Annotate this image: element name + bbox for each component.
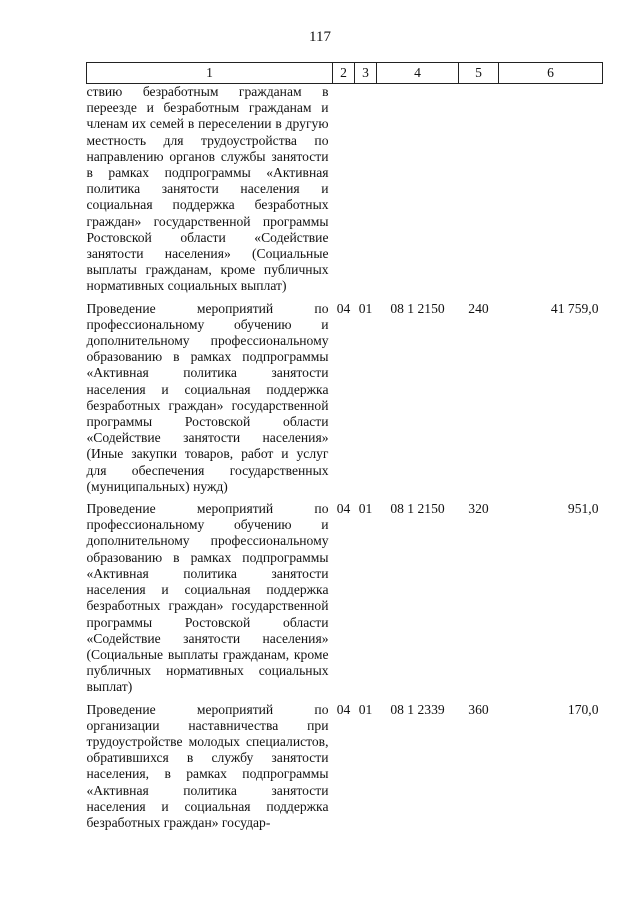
- table-row: [87, 301, 603, 501]
- table-row: [87, 501, 603, 701]
- row-amount: 170,0: [567, 701, 599, 717]
- row-target-article: 08 1 2150: [390, 501, 445, 517]
- row-description: ствию безработным гражданам в переезде и безработным гражданам и членам их семей в переселении в другую местность для трудоустройства по направлению органов службы занятости в рамках подпрограммы «Активная политика занятости населения и социальная поддержка безработных граждан» государственной программы Ростовской области «Содействие занятости населения» (Социальные выплаты гражданам, кроме публичных нормативных социальных выплат): [86, 84, 329, 294]
- page-number: 117: [309, 29, 331, 45]
- header-col-4: 4: [377, 63, 459, 84]
- row-amount: 951,0: [567, 501, 599, 517]
- row-description: Проведение мероприятий по организации наставничества при трудоустройстве молодых специалистов, обратившихся в службу занятости населения, в рамках подпрограммы «Активная политика занятости населения и социальная поддержка безработных граждан» государ-: [86, 701, 329, 830]
- row-amount: [499, 84, 603, 301]
- row-target-article: [377, 84, 459, 301]
- row-expense-type: 360: [468, 701, 489, 717]
- header-col-3: 3: [355, 63, 377, 84]
- table-row: [87, 702, 603, 838]
- row-subsection: [355, 84, 377, 301]
- header-col-1: 1: [87, 63, 333, 84]
- budget-table: [86, 62, 603, 837]
- row-expense-type: [459, 84, 499, 301]
- table-row: [87, 84, 603, 301]
- row-expense-type: 240: [468, 300, 489, 316]
- row-subsection: 01: [358, 501, 373, 517]
- header-col-2: 2: [333, 63, 355, 84]
- header-col-6: 6: [499, 63, 603, 84]
- row-section: 04: [336, 701, 351, 717]
- row-section: 04: [336, 501, 351, 517]
- row-expense-type: 320: [468, 501, 489, 517]
- row-section: [333, 84, 355, 301]
- row-description: Проведение мероприятий по профессиональному обучению и дополнительному профессиональному образованию в рамках подпрограммы «Активная политика занятости населения и социальная поддержка безработных граждан» государственной программы Ростовской области «Содействие занятости населения» (Иные закупки товаров, работ и услуг для обеспечения государственных (муниципальных) нужд): [86, 300, 329, 494]
- header-col-5: 5: [459, 63, 499, 84]
- row-target-article: 08 1 2150: [390, 300, 445, 316]
- row-amount: 41 759,0: [550, 300, 599, 316]
- table-header: [87, 63, 603, 84]
- row-subsection: 01: [358, 300, 373, 316]
- row-target-article: 08 1 2339: [390, 701, 445, 717]
- row-subsection: 01: [358, 701, 373, 717]
- row-section: 04: [336, 300, 351, 316]
- row-description: Проведение мероприятий по профессиональному обучению и дополнительному профессиональному образованию в рамках подпрограммы «Активная политика занятости населения и социальная поддержка безработных граждан» государственной программы Ростовской области «Содействие занятости населения» (Социальные выплаты гражданам, кроме публичных нормативных социальных выплат): [86, 501, 329, 695]
- table-body: [87, 84, 603, 838]
- header-row: [87, 63, 603, 84]
